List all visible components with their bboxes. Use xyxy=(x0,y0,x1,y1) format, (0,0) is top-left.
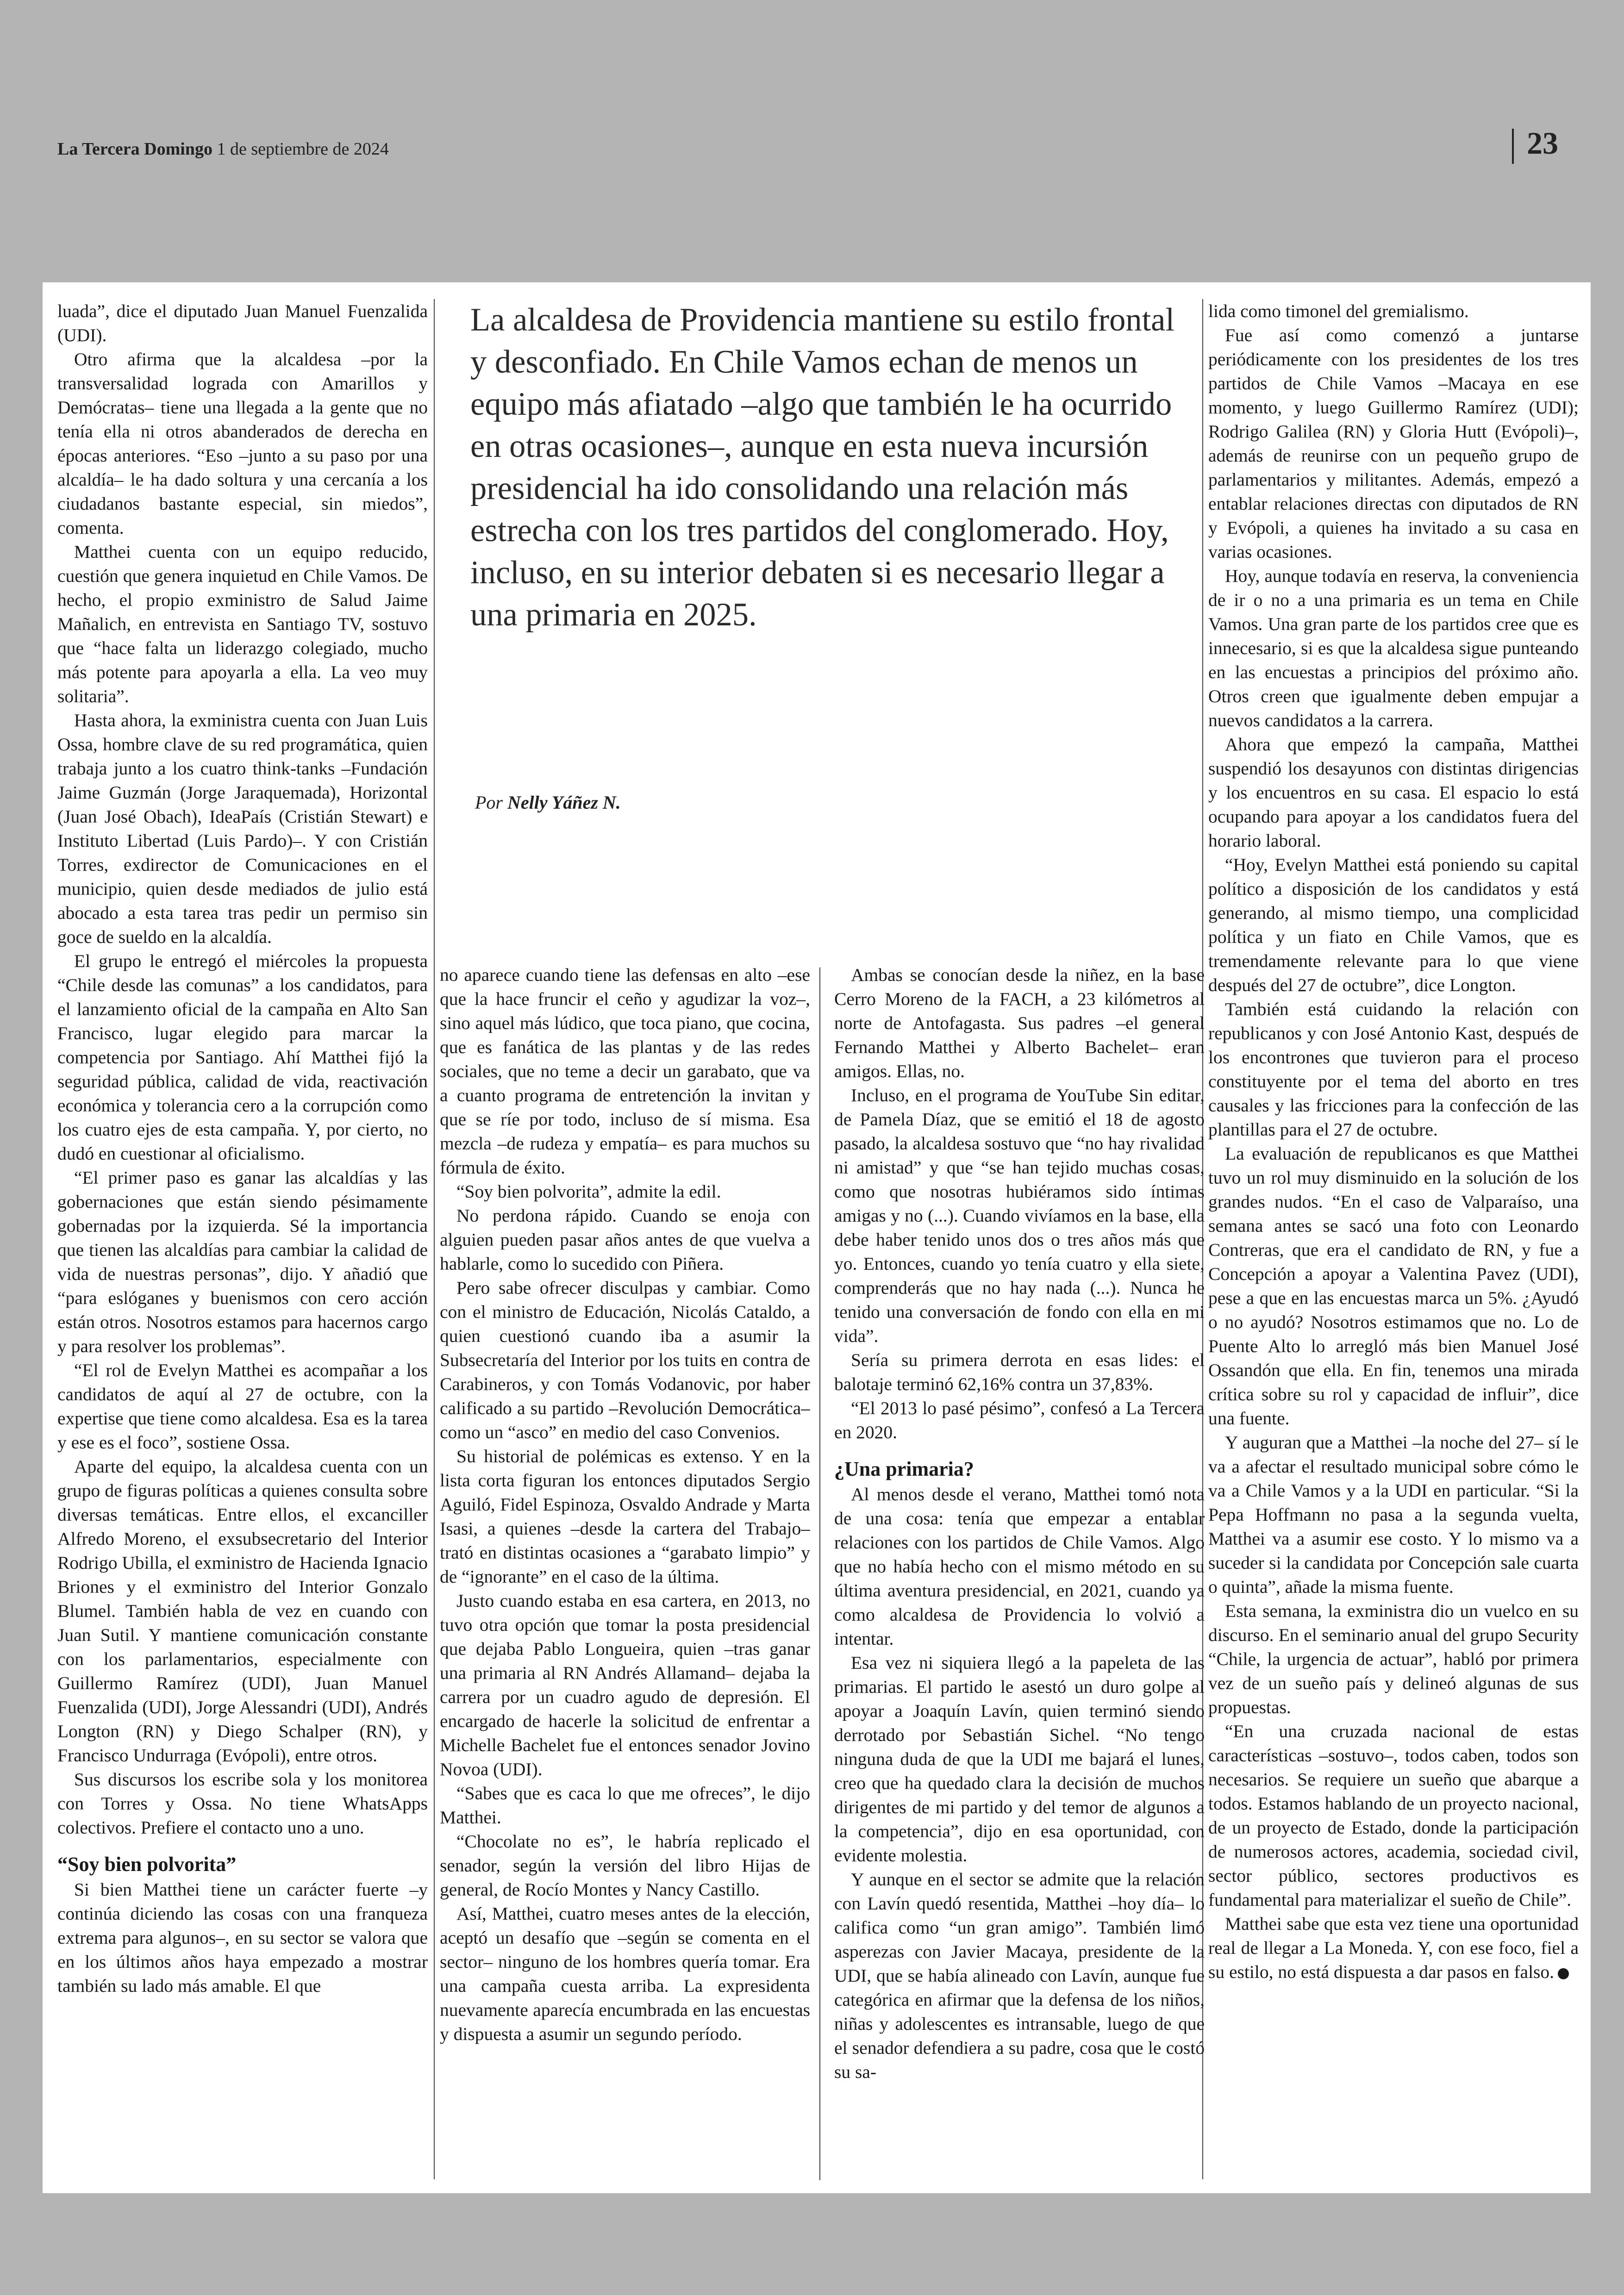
publication-name: La Tercera Domingo xyxy=(57,139,212,159)
end-mark-icon xyxy=(1558,1968,1569,1979)
paragraph: Justo cuando estaba en esa cartera, en 2013, no tuvo otra opción que tomar la posta presidencial que dejaba Pablo Longueira, quien –tras ganar una primaria al RN Andrés Allamand– dejaba la carrera por un cuadro agudo de depresión. El encargado de hacerle la solicitud de enfrentar a Michelle Bachelet fue el entonces senador Jovino Novoa (UDI). xyxy=(440,1590,810,1779)
paragraph: lida como timonel del gremialismo. xyxy=(1208,301,1469,321)
paragraph: Esta semana, la exministra dio un vuelco en su discurso. En el seminario anual del grupo Security “Chile, la urgencia de actuar”, habló por primera vez de un sueño país y delineó algunas de sus propuestas. xyxy=(1208,1601,1579,1717)
folio xyxy=(57,139,389,159)
paragraph: Fue así como comenzó a juntarse periódicamente con los presidentes de los tres partidos de Chile Vamos –Macaya en ese momento, y luego Guillermo Ramírez (UDI); Rodrigo Galilea (RN) y Gloria Hutt (Evópoli)–, además de reunirse con un pequeño grupo de parlamentarios y militantes. Además, empezó a entablar relaciones directas con diputados de RN y Evópoli, a quienes ha invitado a su casa en varias ocasiones. xyxy=(1208,325,1579,562)
paragraph: Y aunque en el sector se admite que la relación con Lavín quedó resentida, Matthei –hoy día– lo califica como “un gran amigo”. También limó asperezas con Javier Macaya, presidente de la UDI, que se había alineado con Lavín, aunque fue categórica en afirmar que la defensa de los niños, niñas y adolescentes es intransable, luego de que el senador defendiera a su padre, cosa que le costó su sa- xyxy=(834,1869,1205,2082)
paragraph: Hasta ahora, la exministra cuenta con Juan Luis Ossa, hombre clave de su red programática, quien trabaja junto a los cuatro think-tanks –Fundación Jaime Guzmán (Jorge Jaraquemada), Horizontal (Juan José Obach), IdeaPaís (Cristián Stewart) e Instituto Libertad (Luis Pardo)–. Y con Cristián Torres, exdirector de Comunicaciones en el municipio, quien desde mediados de julio está abocado a esta tarea tras pedir un permiso sin goce de sueldo en la alcaldía. xyxy=(57,710,428,947)
paragraph: Pero sabe ofrecer disculpas y cambiar. Como con el ministro de Educación, Nicolás Cataldo, a quien cuestionó cuando iba a asumir la Subsecretaría del Interior por los tuits en contra de Carabineros, y con Tomás Vodanovic, por haber calificado a su partido –Revolución Democrática– como un “asco” en medio del caso Convenios. xyxy=(440,1278,810,1442)
paragraph: Ambas se conocían desde la niñez, en la base Cerro Moreno de la FACH, a 23 kilómetros al norte de Antofagasta. Sus padres –el general Fernando Matthei y Alberto Bachelet– eran amigos. Ellas, no. xyxy=(834,965,1205,1081)
paragraph: Otro afirma que la alcaldesa –por la transversalidad lograda con Amarillos y Demócratas– tiene una llegada a la gente que no tenía ella ni otros abanderados de derecha en épocas anteriores. “Eso –junto a su paso por una alcaldía– le ha dado soltura y una cercanía a los ciudadanos bastante especial, sin miedos”, comenta. xyxy=(57,349,428,538)
paragraph: luada”, dice el diputado Juan Manuel Fuenzalida (UDI). xyxy=(57,301,428,345)
paragraph: “Soy bien polvorita”, admite la edil. xyxy=(456,1181,721,1202)
paragraph: “El 2013 lo pasé pésimo”, confesó a La Tercera en 2020. xyxy=(834,1398,1205,1442)
column-divider xyxy=(434,299,435,2179)
paragraph: “Chocolate no es”, le habría replicado el senador, según la versión del libro Hijas de general, de Rocío Montes y Nancy Castillo. xyxy=(440,1831,810,1900)
paragraph: No perdona rápido. Cuando se enoja con alguien pueden pasar años antes de que vuelva a hablarle, como lo sucedido con Piñera. xyxy=(440,1205,810,1274)
paragraph: Esa vez ni siquiera llegó a la papeleta de las primarias. El partido le asestó un duro golpe al apoyar a Joaquín Lavín, quien terminó siendo derrotado por Sebastián Sichel. “No tengo ninguna duda de que la UDI me bajará el lunes, creo que ha quedado clara la decisión de muchos dirigentes de mi partido y del temor de algunos a la competencia”, dijo en esa oportunidad, con evidente molestia. xyxy=(834,1653,1205,1865)
paragraph: Sería su primera derrota en esas lides: el balotaje terminó 62,16% contra un 37,83%. xyxy=(834,1350,1205,1394)
byline-author: Nelly Yáñez N. xyxy=(507,792,621,813)
article-column-1 xyxy=(57,299,428,2186)
byline-prefix: Por xyxy=(475,792,503,813)
paragraph: La evaluación de republicanos es que Matthei tuvo un rol muy disminuido en la solución de los grandes nudos. “En el caso de Valparaíso, una semana antes se sacó una foto con Leonardo Contreras, que era el candidato de RN, y fue a Concepción a apoyar a Valentina Pavez (UDI), pese a que en las encuestas marca un 5%. ¿Ayudó o no ayudó? Nosotros estimamos que no. Lo de Puente Alto lo arregló más bien Manuel José Ossandón que ella. En fin, tenemos una mirada crítica sobre su rol y capacidad de influir”, dice una fuente. xyxy=(1208,1143,1579,1428)
page-header xyxy=(0,0,1624,282)
paragraph: Así, Matthei, cuatro meses antes de la elección, aceptó un desafío que –según se comenta en el sector– ninguno de los hombres quería tomar. Era una campaña cuesta arriba. La expresidenta nuevamente aparecía encumbrada en las encuestas y dispuesta a asumir un segundo período. xyxy=(440,1903,810,2044)
publication-date: 1 de septiembre de 2024 xyxy=(217,139,389,159)
paragraph: Sus discursos los escribe sola y los monitorea con Torres y Ossa. No tiene WhatsApps colectivos. Prefiere el contacto uno a uno. xyxy=(57,1769,428,1838)
article-column-4 xyxy=(1208,299,1579,2186)
subheading: “Soy bien polvorita” xyxy=(57,1853,237,1876)
subheading: ¿Una primaria? xyxy=(834,1458,974,1480)
byline xyxy=(475,792,621,813)
column-divider xyxy=(819,967,820,2180)
paragraph: no aparece cuando tiene las defensas en alto –ese que la hace fruncir el ceño y agudizar la voz–, sino aquel más lúdico, que toca piano, que cocina, que es fanática de las plantas y de las redes sociales, que no teme a decir un garabato, que va a cuanto programa de entretención la invitan y que se ríe por todo, incluso de sí misma. Esa mezcla –de rudeza y empatía– es para muchos su fórmula de éxito. xyxy=(440,965,810,1178)
page-number: 23 xyxy=(1527,125,1558,161)
paragraph: “El rol de Evelyn Matthei es acompañar a los candidatos de aquí al 27 de octubre, con la expertise que tiene como alcaldesa. Esa es la tarea y ese es el foco”, sostiene Ossa. xyxy=(57,1360,428,1453)
article-page xyxy=(43,282,1591,2193)
paragraph: Incluso, en el programa de YouTube Sin editar, de Pamela Díaz, que se emitió el 18 de agosto pasado, la alcaldesa sostuvo que “no hay rivalidad ni amistad” y que “se han tejido muchas cosas, como que nosotras hubiéramos sido íntimas amigas y no (...). Cuando vivíamos en la base, ella debe haber tenido unos dos o tres años más que yo. Entonces, cuando yo tenía cuatro y ella siete, comprenderás que no hay nada (...). Nunca he tenido una conversación de fondo con ella en mi vida”. xyxy=(834,1085,1205,1346)
paragraph: “En una cruzada nacional de estas características –sostuvo–, todos caben, todos son necesarios. Se requiere un sueño que abarque a todos. Estamos hablando de un proyecto nacional, de un proyecto de Estado, donde la participación de numerosos actores, academia, sociedad civil, sector público, sectores productivos es fundamental para materializar el sueño de Chile”. xyxy=(1208,1721,1579,1910)
article-deck: La alcaldesa de Providencia mantiene su estilo frontal y desconfiado. En Chile Vamos echan de menos un equipo más afiatado –algo que también le ha ocurrido en otras ocasiones–, aunque en esta nueva incursión presidencial ha ido consolidando una relación más estrecha con los tres partidos del conglomerado. Hoy, incluso, en su interior debaten si es necesario llegar a una primaria en 2025. xyxy=(470,302,1175,633)
paragraph: Ahora que empezó la campaña, Matthei suspendió los desayunos con distintas dirigencias y los encuentros en su casa. El espacio lo está ocupando para apoyar a los candidatos fuera del horario laboral. xyxy=(1208,734,1579,851)
paragraph: Si bien Matthei tiene un carácter fuerte –y continúa diciendo las cosas con una franqueza extrema para algunos–, en su sector se valora que en los últimos años haya empezado a mostrar también su lado más amable. El que xyxy=(57,1879,428,1996)
paragraph: “Hoy, Evelyn Matthei está poniendo su capital político a disposición de los candidatos y está generando, al mismo tiempo, una complicidad política y un fiato en Chile Vamos, que es tremendamente relevante para lo que viene después del 27 de octubre”, dice Longton. xyxy=(1208,854,1579,995)
paragraph: “El primer paso es ganar las alcaldías y las gobernaciones que están siendo pésimamente gobernadas por la izquierda. Sé la importancia que tienen las alcaldías para cambiar la calidad de vida de nuestras personas”, dijo. Y añadió que “para eslóganes y buenismos con cero acción están otros. Nosotros estamos para hacernos cargo y para resolver los problemas”. xyxy=(57,1167,428,1356)
paragraph: Matthei sabe que esta vez tiene una oportunidad real de llegar a La Moneda. Y, con ese foco, fiel a su estilo, no está dispuesta a dar pasos en falso. xyxy=(1208,1914,1579,1982)
paragraph: El grupo le entregó el miércoles la propuesta “Chile desde las comunas” a los candidatos, para el lanzamiento oficial de la campaña en Alto San Francisco, lugar elegido para marcar la competencia por Santiago. Ahí Matthei fijó la seguridad pública, calidad de vida, reactivación económica y tolerancia cero a la corrupción como los cuatro ejes de esta campaña. Y, por cierto, no dudó en cuestionar al oficialismo. xyxy=(57,951,428,1164)
paragraph: Hoy, aunque todavía en reserva, la conveniencia de ir o no a una primaria es un tema en Chile Vamos. Una gran parte de los partidos cree que es innecesario, si es que la alcaldesa sigue punteando en las encuestas a principios del próximo año. Otros creen que igualmente deben empujar a nuevos candidatos a la carrera. xyxy=(1208,566,1579,730)
folio-divider xyxy=(1512,129,1514,164)
paragraph: Matthei cuenta con un equipo reducido, cuestión que genera inquietud en Chile Vamos. De hecho, el propio exministro de Salud Jaime Mañalich, en entrevista en Santiago TV, sostuvo que “hace falta un liderazgo colegiado, mucho más potente para apoyarla a ella. La veo muy solitaria”. xyxy=(57,542,428,706)
paragraph: Y auguran que a Matthei –la noche del 27– sí le va a afectar el resultado municipal sobre cómo le va a Chile Vamos y a la UDI en particular. “Si la Pepa Hoffmann no pasa a la segunda vuelta, Matthei va a asumir ese costo. Y lo mismo va a suceder si la candidata por Concepción sale cuarta o quinta”, añade la misma fuente. xyxy=(1208,1432,1579,1597)
paragraph: Al menos desde el verano, Matthei tomó nota de una cosa: tenía que empezar a entablar relaciones con los partidos de Chile Vamos. Algo que no había hecho con el mismo método en su última aventura presidencial, en 2021, cuando ya como alcaldesa de Providencia lo volvió a intentar. xyxy=(834,1484,1205,1649)
article-column-3 xyxy=(834,963,1205,2186)
article-column-2 xyxy=(440,963,810,2186)
paragraph: También está cuidando la relación con republicanos y con José Antonio Kast, después de los encontrones que tuvieron para el proceso constituyente por el tema del aborto en tres causales y las fricciones para la confección de las plantillas para el 27 de octubre. xyxy=(1208,999,1579,1140)
paragraph: “Sabes que es caca lo que me ofreces”, le dijo Matthei. xyxy=(440,1783,810,1827)
paragraph: Aparte del equipo, la alcaldesa cuenta con un grupo de figuras políticas a quienes consulta sobre diversas temáticas. Entre ellos, el excanciller Alfredo Moreno, el exsubsecretario del Interior Rodrigo Ubilla, el exministro de Hacienda Ignacio Briones y el exministro del Interior Gonzalo Blumel. También habla de vez en cuando con Juan Sutil. Y mantiene comunicación constante con los parlamentarios, especialmente con Guillermo Ramírez (UDI), Juan Manuel Fuenzalida (UDI), Jorge Alessandri (UDI), Andrés Longton (RN) y Diego Schalper (RN), y Francisco Undurraga (Evópoli), entre otros. xyxy=(57,1456,428,1765)
paragraph: Su historial de polémicas es extenso. Y en la lista corta figuran los entonces diputados Sergio Aguiló, Fidel Espinoza, Osvaldo Andrade y Marta Isasi, a quienes –desde la cartera del Trabajo– trató en distintas ocasiones a “garabato limpio” y de “ignorante” en el caso de la última. xyxy=(440,1446,810,1587)
